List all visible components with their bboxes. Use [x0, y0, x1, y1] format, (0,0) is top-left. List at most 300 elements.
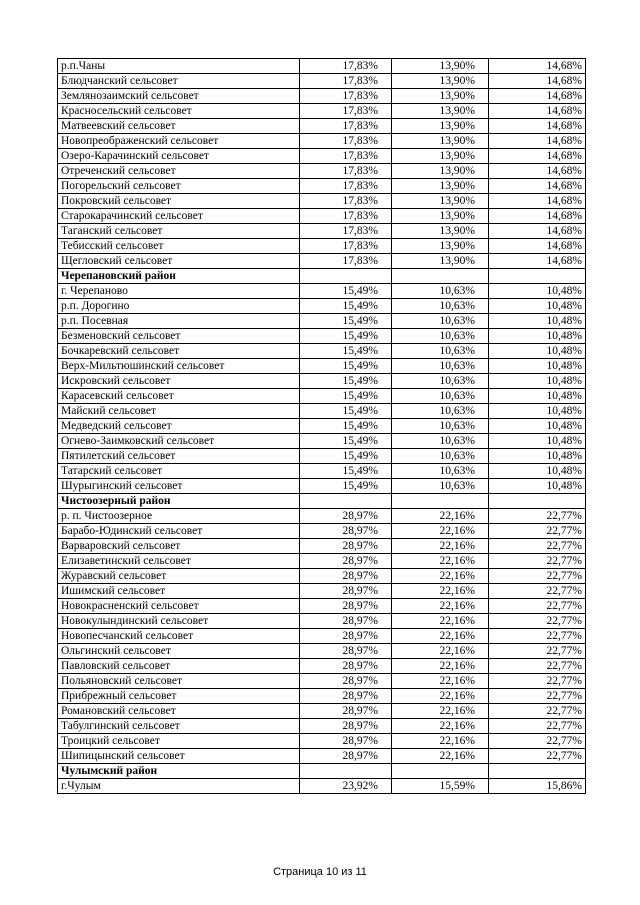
settlement-name: Безменовский сельсовет	[58, 329, 300, 344]
value-text: 22,16%	[439, 645, 475, 657]
settlement-name: Верх-Мильтюшинский сельсовет	[58, 359, 300, 374]
value-text: 22,77%	[546, 750, 582, 762]
value-text: 22,77%	[546, 525, 582, 537]
value-text: 13,90%	[439, 135, 475, 147]
value-cell-3	[489, 149, 586, 164]
settlement-name: Таганский сельсовет	[58, 224, 300, 239]
value-cell-2	[392, 449, 489, 464]
table-row	[58, 209, 586, 224]
value-cell-1	[300, 119, 392, 134]
value-cell-2	[392, 554, 489, 569]
settlement-name: Тебисский сельсовет	[58, 239, 300, 254]
value-cell-1	[300, 764, 392, 779]
value-cell-1	[300, 704, 392, 719]
value-cell-2	[392, 134, 489, 149]
value-cell-3	[489, 389, 586, 404]
value-text: 13,90%	[439, 120, 475, 132]
value-text: 22,77%	[546, 615, 582, 627]
value-cell-3	[489, 479, 586, 494]
value-cell-3	[489, 254, 586, 269]
value-cell-1	[300, 644, 392, 659]
value-cell-1	[300, 659, 392, 674]
page-footer: Страница 10 из 11	[273, 866, 367, 878]
value-text: 15,49%	[342, 420, 378, 432]
value-text: 15,49%	[342, 465, 378, 477]
value-cell-1	[300, 449, 392, 464]
table-row	[58, 599, 586, 614]
settlement-name: Красносельский сельсовет	[58, 104, 300, 119]
value-cell-3	[489, 269, 586, 284]
value-cell-1	[300, 59, 392, 74]
value-cell-1	[300, 539, 392, 554]
value-text: 22,16%	[439, 615, 475, 627]
value-cell-2	[392, 89, 489, 104]
settlement-name: Майский сельсовет	[58, 404, 300, 419]
table-row	[58, 584, 586, 599]
value-cell-1	[300, 734, 392, 749]
value-text: 17,83%	[342, 75, 378, 87]
value-cell-1	[300, 779, 392, 794]
settlement-name: Покровский сельсовет	[58, 194, 300, 209]
value-cell-2	[392, 524, 489, 539]
value-text: 22,77%	[546, 585, 582, 597]
value-cell-2	[392, 239, 489, 254]
table-row	[58, 164, 586, 179]
value-cell-2	[392, 149, 489, 164]
value-cell-1	[300, 599, 392, 614]
value-cell-2	[392, 614, 489, 629]
value-text: 22,77%	[546, 510, 582, 522]
table-row	[58, 119, 586, 134]
value-cell-3	[489, 734, 586, 749]
value-cell-2	[392, 164, 489, 179]
value-cell-3	[489, 434, 586, 449]
value-text: 28,97%	[342, 735, 378, 747]
settlement-name: Погорельский сельсовет	[58, 179, 300, 194]
table-row	[58, 434, 586, 449]
value-text: 15,49%	[342, 300, 378, 312]
value-cell-1	[300, 524, 392, 539]
value-cell-2	[392, 569, 489, 584]
value-text: 15,49%	[342, 315, 378, 327]
value-cell-1	[300, 314, 392, 329]
value-text: 14,68%	[546, 90, 582, 102]
value-cell-2	[392, 719, 489, 734]
value-text: 28,97%	[342, 750, 378, 762]
settlement-name: р.п. Дорогино	[58, 299, 300, 314]
value-text: 22,77%	[546, 555, 582, 567]
value-cell-3	[489, 119, 586, 134]
settlement-name: Елизаветинский сельсовет	[58, 554, 300, 569]
value-text: 28,97%	[342, 615, 378, 627]
value-text: 10,63%	[439, 420, 475, 432]
value-text: 28,97%	[342, 510, 378, 522]
table-row	[58, 644, 586, 659]
settlement-name: Новокрасненский сельсовет	[58, 599, 300, 614]
settlement-name: Огнево-Заимковский сельсовет	[58, 434, 300, 449]
value-text: 15,49%	[342, 405, 378, 417]
value-text: 17,83%	[342, 135, 378, 147]
value-text: 28,97%	[342, 540, 378, 552]
value-cell-2	[392, 779, 489, 794]
value-cell-2	[392, 734, 489, 749]
value-cell-3	[489, 539, 586, 554]
value-cell-3	[489, 404, 586, 419]
table-row	[58, 284, 586, 299]
value-text: 13,90%	[439, 240, 475, 252]
table-row	[58, 554, 586, 569]
value-text: 10,48%	[546, 435, 582, 447]
value-cell-1	[300, 134, 392, 149]
value-text: 14,68%	[546, 210, 582, 222]
value-text: 22,16%	[439, 735, 475, 747]
value-cell-1	[300, 434, 392, 449]
district-name: Чистоозерный район	[58, 494, 300, 509]
table-row	[58, 359, 586, 374]
value-text: 22,77%	[546, 600, 582, 612]
value-cell-2	[392, 194, 489, 209]
value-text: 10,63%	[439, 465, 475, 477]
value-text: 28,97%	[342, 525, 378, 537]
settlement-name: Старокарачинский сельсовет	[58, 209, 300, 224]
value-cell-1	[300, 404, 392, 419]
district-header-row	[58, 764, 586, 779]
value-cell-3	[489, 764, 586, 779]
value-text: 17,83%	[342, 180, 378, 192]
value-cell-2	[392, 254, 489, 269]
settlement-name: Польяновский сельсовет	[58, 674, 300, 689]
settlement-name: Прибрежный сельсовет	[58, 689, 300, 704]
value-text: 28,97%	[342, 705, 378, 717]
value-text: 23,92%	[342, 780, 378, 792]
value-text: 13,90%	[439, 75, 475, 87]
value-cell-2	[392, 464, 489, 479]
value-text: 22,16%	[439, 690, 475, 702]
table-row	[58, 104, 586, 119]
value-text: 10,63%	[439, 285, 475, 297]
value-cell-3	[489, 779, 586, 794]
settlement-name: Павловский сельсовет	[58, 659, 300, 674]
value-cell-2	[392, 314, 489, 329]
table-row	[58, 74, 586, 89]
value-text: 13,90%	[439, 210, 475, 222]
value-text: 14,68%	[546, 60, 582, 72]
settlement-name: Искровский сельсовет	[58, 374, 300, 389]
settlement-name: Карасевский сельсовет	[58, 389, 300, 404]
value-cell-1	[300, 494, 392, 509]
value-cell-1	[300, 224, 392, 239]
settlement-name: Новокулындинский сельсовет	[58, 614, 300, 629]
value-text: 14,68%	[546, 165, 582, 177]
value-cell-3	[489, 329, 586, 344]
value-cell-2	[392, 704, 489, 719]
value-text: 22,16%	[439, 750, 475, 762]
value-cell-3	[489, 194, 586, 209]
value-text: 10,48%	[546, 360, 582, 372]
value-cell-3	[489, 224, 586, 239]
settlement-name: Медведский сельсовет	[58, 419, 300, 434]
table-row	[58, 464, 586, 479]
value-cell-2	[392, 74, 489, 89]
value-text: 28,97%	[342, 660, 378, 672]
value-cell-2	[392, 629, 489, 644]
value-cell-2	[392, 284, 489, 299]
value-cell-1	[300, 569, 392, 584]
value-cell-2	[392, 479, 489, 494]
table-row	[58, 389, 586, 404]
value-text: 22,16%	[439, 660, 475, 672]
value-cell-3	[489, 104, 586, 119]
table-row	[58, 659, 586, 674]
value-text: 10,48%	[546, 465, 582, 477]
settlement-name: г.Чулым	[58, 779, 300, 794]
value-text: 10,63%	[439, 390, 475, 402]
value-text: 10,48%	[546, 300, 582, 312]
value-cell-2	[392, 104, 489, 119]
value-cell-2	[392, 224, 489, 239]
table-row	[58, 524, 586, 539]
settlement-name: Троицкий сельсовет	[58, 734, 300, 749]
value-cell-1	[300, 419, 392, 434]
value-text: 10,63%	[439, 435, 475, 447]
value-cell-2	[392, 389, 489, 404]
value-cell-2	[392, 359, 489, 374]
value-text: 15,86%	[546, 780, 582, 792]
value-cell-1	[300, 104, 392, 119]
settlement-name: Романовский сельсовет	[58, 704, 300, 719]
settlement-name: Ольгинский сельсовет	[58, 644, 300, 659]
value-text: 17,83%	[342, 255, 378, 267]
value-cell-2	[392, 59, 489, 74]
settlement-name: Блюдчанский сельсовет	[58, 74, 300, 89]
value-cell-2	[392, 509, 489, 524]
value-text: 17,83%	[342, 240, 378, 252]
value-cell-1	[300, 299, 392, 314]
value-text: 22,16%	[439, 510, 475, 522]
value-cell-3	[489, 554, 586, 569]
table-row	[58, 419, 586, 434]
district-name: Чулымский район	[58, 764, 300, 779]
table-row	[58, 224, 586, 239]
settlement-name: г. Черепаново	[58, 284, 300, 299]
value-cell-3	[489, 749, 586, 764]
value-cell-2	[392, 404, 489, 419]
value-text: 22,16%	[439, 540, 475, 552]
value-cell-3	[489, 374, 586, 389]
value-text: 10,63%	[439, 300, 475, 312]
settlement-name: Барабо-Юдинский сельсовет	[58, 524, 300, 539]
value-text: 15,49%	[342, 390, 378, 402]
settlement-name: Отреченский сельсовет	[58, 164, 300, 179]
value-text: 10,48%	[546, 480, 582, 492]
value-text: 15,49%	[342, 450, 378, 462]
value-text: 10,48%	[546, 375, 582, 387]
value-cell-1	[300, 689, 392, 704]
table-row	[58, 314, 586, 329]
value-text: 13,90%	[439, 60, 475, 72]
value-text: 10,63%	[439, 450, 475, 462]
value-cell-2	[392, 644, 489, 659]
table-row	[58, 539, 586, 554]
value-cell-3	[489, 74, 586, 89]
table-row	[58, 689, 586, 704]
table-row	[58, 254, 586, 269]
table-row	[58, 674, 586, 689]
value-text: 14,68%	[546, 195, 582, 207]
value-cell-3	[489, 344, 586, 359]
value-cell-3	[489, 179, 586, 194]
value-cell-1	[300, 719, 392, 734]
value-text: 14,68%	[546, 150, 582, 162]
value-cell-2	[392, 344, 489, 359]
value-text: 10,48%	[546, 390, 582, 402]
value-cell-3	[489, 584, 586, 599]
value-cell-3	[489, 164, 586, 179]
value-text: 28,97%	[342, 645, 378, 657]
value-cell-3	[489, 494, 586, 509]
value-text: 13,90%	[439, 90, 475, 102]
value-text: 28,97%	[342, 555, 378, 567]
value-cell-2	[392, 659, 489, 674]
value-cell-3	[489, 359, 586, 374]
table-body	[58, 59, 586, 794]
value-cell-1	[300, 464, 392, 479]
value-text: 17,83%	[342, 90, 378, 102]
value-cell-3	[489, 569, 586, 584]
value-text: 15,59%	[439, 780, 475, 792]
value-text: 13,90%	[439, 255, 475, 267]
value-cell-3	[489, 419, 586, 434]
value-cell-1	[300, 479, 392, 494]
value-cell-3	[489, 719, 586, 734]
value-cell-1	[300, 374, 392, 389]
value-cell-1	[300, 344, 392, 359]
table-row	[58, 149, 586, 164]
value-text: 22,77%	[546, 630, 582, 642]
value-text: 15,49%	[342, 330, 378, 342]
value-text: 17,83%	[342, 225, 378, 237]
value-text: 10,63%	[439, 330, 475, 342]
value-text: 15,49%	[342, 345, 378, 357]
settlement-name: Ишимский сельсовет	[58, 584, 300, 599]
value-text: 22,16%	[439, 705, 475, 717]
table-row	[58, 779, 586, 794]
value-text: 13,90%	[439, 180, 475, 192]
value-text: 13,90%	[439, 225, 475, 237]
settlement-name: Шипицынский сельсовет	[58, 749, 300, 764]
value-text: 17,83%	[342, 60, 378, 72]
value-cell-1	[300, 179, 392, 194]
value-cell-1	[300, 149, 392, 164]
value-cell-1	[300, 239, 392, 254]
table-row	[58, 734, 586, 749]
value-cell-1	[300, 209, 392, 224]
value-text: 17,83%	[342, 210, 378, 222]
value-text: 28,97%	[342, 630, 378, 642]
value-cell-1	[300, 749, 392, 764]
value-cell-1	[300, 194, 392, 209]
value-cell-3	[489, 509, 586, 524]
table-row	[58, 194, 586, 209]
value-cell-2	[392, 584, 489, 599]
value-text: 10,48%	[546, 315, 582, 327]
value-cell-3	[489, 689, 586, 704]
settlement-name: Озеро-Карачинский сельсовет	[58, 149, 300, 164]
value-text: 22,16%	[439, 675, 475, 687]
value-cell-2	[392, 269, 489, 284]
value-cell-3	[489, 464, 586, 479]
value-cell-2	[392, 419, 489, 434]
value-text: 22,16%	[439, 570, 475, 582]
value-text: 22,77%	[546, 540, 582, 552]
table-row	[58, 329, 586, 344]
value-text: 15,49%	[342, 375, 378, 387]
settlement-name: Шурыгинский сельсовет	[58, 479, 300, 494]
value-cell-3	[489, 704, 586, 719]
settlement-name: Табулгинский сельсовет	[58, 719, 300, 734]
table-row	[58, 449, 586, 464]
value-cell-3	[489, 614, 586, 629]
value-text: 28,97%	[342, 570, 378, 582]
value-cell-3	[489, 644, 586, 659]
value-text: 17,83%	[342, 120, 378, 132]
value-text: 15,49%	[342, 285, 378, 297]
value-cell-2	[392, 329, 489, 344]
value-cell-2	[392, 749, 489, 764]
value-text: 10,48%	[546, 420, 582, 432]
value-text: 10,63%	[439, 360, 475, 372]
value-cell-3	[489, 134, 586, 149]
settlement-name: Щегловский сельсовет	[58, 254, 300, 269]
value-cell-3	[489, 299, 586, 314]
value-text: 28,97%	[342, 720, 378, 732]
value-text: 14,68%	[546, 120, 582, 132]
value-cell-3	[489, 599, 586, 614]
value-cell-1	[300, 359, 392, 374]
value-text: 22,16%	[439, 525, 475, 537]
table-row	[58, 719, 586, 734]
value-text: 14,68%	[546, 225, 582, 237]
value-text: 22,16%	[439, 585, 475, 597]
value-cell-1	[300, 329, 392, 344]
municipality-table	[57, 58, 586, 794]
value-cell-3	[489, 89, 586, 104]
value-cell-1	[300, 284, 392, 299]
value-cell-3	[489, 629, 586, 644]
district-name: Черепановский район	[58, 269, 300, 284]
value-text: 10,63%	[439, 405, 475, 417]
value-cell-3	[489, 659, 586, 674]
value-text: 28,97%	[342, 675, 378, 687]
value-cell-1	[300, 164, 392, 179]
district-header-row	[58, 494, 586, 509]
value-cell-2	[392, 299, 489, 314]
value-text: 10,63%	[439, 480, 475, 492]
value-text: 14,68%	[546, 255, 582, 267]
settlement-name: Новопреображенский сельсовет	[58, 134, 300, 149]
value-text: 22,77%	[546, 570, 582, 582]
value-text: 10,48%	[546, 330, 582, 342]
table-row	[58, 509, 586, 524]
value-cell-3	[489, 524, 586, 539]
district-header-row	[58, 269, 586, 284]
value-text: 10,63%	[439, 345, 475, 357]
table-row	[58, 614, 586, 629]
value-cell-3	[489, 449, 586, 464]
value-text: 14,68%	[546, 180, 582, 192]
value-cell-1	[300, 74, 392, 89]
value-cell-1	[300, 674, 392, 689]
